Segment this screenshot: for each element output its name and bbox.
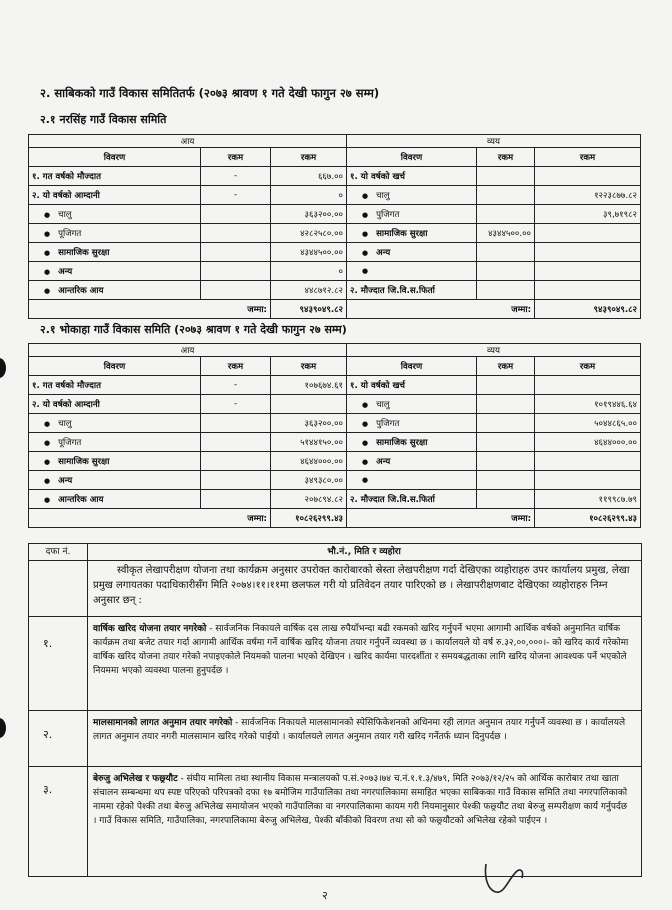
table-cell — [347, 414, 477, 433]
cell-text: ३६३२००.०० — [304, 210, 344, 220]
table-cell — [271, 262, 347, 281]
item-no: ३. — [43, 783, 53, 796]
table-cell — [347, 281, 477, 300]
cell-text: १. यो वर्षको खर्च — [350, 381, 405, 391]
cell-text: ● अन्य — [350, 248, 390, 258]
col-amount: रकम — [477, 357, 535, 376]
cell-text: १०१९४४६.६४ — [594, 400, 638, 410]
cell-text: - — [233, 190, 238, 200]
table-cell — [29, 395, 201, 414]
finding-body: - संघीय मामिला तथा स्थानीय विकास मन्त्रालयको प.सं.२०७३।७४ च.नं.१.१.३/४७९, मिति २०७३/१२/२५ को आर्थिक कारोबार तथा खाता संचालन सम्बन्धमा थप स्पष्ट परिएको परिपत्रको दफा १७ बमोजिम गाउँपालिका तथा नगरपालिकामा समाहित भएका साबिकका गाउँ विकास समिति तथा नगरपालिकाको नाममा रहेको पेश्की तथा बेरुजु अभिलेख समायोजन भएको गाउँपालिका वा नगरपालिकामा कायम गरी नियमानुसार पेश्की फछ्र्यौट तथा बेरुजु सम्परीक्षण कार्य गर्नुपर्दछ । गाउँ विकास समिति, गाउँपालिका, नगरपालिकामा बेरुजु अभिलेख, पेश्की बाँकीको विवरण तथा सो को फछ्र्यौटको अभिलेख रहेको पाईएन । — [93, 774, 628, 826]
table-cell — [271, 205, 347, 224]
table-cell — [29, 205, 201, 224]
total-income: १०८२६२९९.४३ — [271, 509, 347, 528]
table-cell — [271, 490, 347, 509]
table-row — [29, 167, 641, 186]
cell-text: ४३४४५००.०० — [300, 248, 344, 258]
table-cell — [347, 452, 477, 471]
page-number: २ — [322, 889, 328, 902]
table-cell — [201, 281, 271, 300]
income-head: आय — [29, 344, 347, 357]
table-cell — [271, 243, 347, 262]
table-cell — [271, 167, 347, 186]
cell-text: २०७८९४.८२ — [304, 495, 344, 505]
cell-text: ● अन्य — [32, 476, 72, 486]
table-row — [29, 414, 641, 433]
finding-body: - सार्वजनिक निकायले वार्षिक दस लाख रुपैयाँभन्दा बढी रकमको खरिद गर्नुपर्ने भएमा आगामी आर्थिक वर्षको अनुमानित वार्षिक कार्यक्रम तथा बजेट तयार गर्दा आगामी आर्थिक वर्षमा गर्ने वार्षिक खरिद योजना तयार गर्नुपर्ने व्यवस्था छ । कार्यालयले यो वर्ष रु.३२,००,०००।- को खरिद कार्य गरेकोमा वार्षिक खरिद योजना तयार गरेको नपाइएकोले नियमको पालना भएको देखिएन । खरिद कार्यमा पारदर्शीता र समयबद्धताका लागि खरिद योजना आवश्यक पर्ने भएकोले नियममा भएको व्यवस्था पालना हुनुपर्दछ । — [93, 624, 629, 676]
cell-text: ४४८७१२.८२ — [304, 286, 344, 296]
table-cell — [271, 452, 347, 471]
table-cell — [477, 167, 535, 186]
table-cell — [29, 433, 201, 452]
table-cell — [29, 452, 201, 471]
cell-text: ● सामाजिक सुरक्षा — [350, 438, 427, 448]
cell-text: ● पुजिगत — [350, 210, 399, 220]
item-no: २. — [43, 728, 53, 741]
signature-mark — [478, 858, 528, 898]
table-cell — [535, 414, 641, 433]
item-no: १. — [43, 637, 53, 650]
cell-text: ● आन्तरिक आय — [32, 286, 104, 296]
table-row — [29, 243, 641, 262]
table-row — [29, 376, 641, 395]
table-cell — [271, 414, 347, 433]
finding-title: बेरुजु अभिलेख र फछ्र्यौट — [93, 774, 178, 784]
col-desc: विवरण — [29, 148, 201, 167]
col-amount: रकम — [535, 148, 641, 167]
col-desc: विवरण — [347, 148, 477, 167]
cell-text: ३६३२००.०० — [304, 419, 344, 429]
cell-text: १. यो वर्षको खर्च — [350, 172, 405, 182]
col-desc: विवरण — [347, 357, 477, 376]
table-cell — [29, 224, 201, 243]
total-label: जम्मा: — [347, 509, 535, 528]
table-cell — [29, 167, 201, 186]
table-cell — [477, 205, 535, 224]
table-cell — [271, 395, 347, 414]
table-cell — [477, 433, 535, 452]
table-cell — [29, 186, 201, 205]
finding-item — [93, 622, 633, 678]
table-cell — [347, 243, 477, 262]
table-row — [29, 490, 641, 509]
table-cell — [201, 414, 271, 433]
table-cell — [477, 224, 535, 243]
table-cell — [29, 376, 201, 395]
punch-hole — [0, 718, 6, 738]
table-cell — [535, 205, 641, 224]
col-desc: विवरण — [29, 357, 201, 376]
table-row — [29, 452, 641, 471]
table-cell — [347, 471, 477, 490]
bhokaha-vdc-table — [28, 343, 641, 528]
table-cell — [477, 262, 535, 281]
col-amount: रकम — [477, 148, 535, 167]
cell-text: ४६४४०००.०० — [300, 457, 344, 467]
table-cell — [535, 262, 641, 281]
table-cell — [271, 376, 347, 395]
cell-text: ● पूजिगत — [32, 438, 81, 448]
finding-body: - सार्वजनिक निकायले मालसामानको स्पेसिफिकेशनको अधिनमा रही लागत अनुमान तयार गर्नुपर्ने व्यवस्था छ । कार्यालयले लागत अनुमान तयार नगरी मालसामान खरिद गरेको पाईयो । कार्यालयले लागत अनुमान तयार गरी खरिद गर्नेतर्फ ध्यान दिनुपर्दछ । — [93, 718, 626, 742]
table-cell — [201, 224, 271, 243]
table-cell — [477, 395, 535, 414]
table-cell — [477, 471, 535, 490]
cell-text: ६६७.०० — [317, 172, 344, 182]
total-label: जम्मा: — [29, 509, 271, 528]
cell-text: २. मौज्दात जि.वि.स.फिर्ता — [350, 286, 435, 296]
table-row — [29, 281, 641, 300]
table-cell — [271, 281, 347, 300]
cell-text: ● पूजिगत — [32, 229, 81, 239]
table-cell — [29, 243, 201, 262]
table-cell — [535, 490, 641, 509]
cell-text: ३४९३८०.०० — [304, 476, 344, 486]
cell-text: ४३४४५००.०० — [488, 229, 532, 239]
table-cell — [535, 243, 641, 262]
cell-text — [350, 266, 376, 276]
cell-text: ● चालु — [350, 191, 390, 201]
cell-text: १०७६७४.६१ — [304, 381, 344, 391]
column-divider — [87, 560, 88, 876]
findings-table — [28, 543, 642, 877]
total-expense: १०८२६२९९.४३ — [535, 509, 641, 528]
table-row — [29, 262, 641, 281]
cell-text: ● सामाजिक सुरक्षा — [32, 248, 109, 258]
table-cell — [535, 452, 641, 471]
table-cell — [201, 490, 271, 509]
total-label: जम्मा: — [347, 300, 535, 319]
table-cell — [477, 452, 535, 471]
table-cell — [201, 471, 271, 490]
cell-text: ● आन्तरिक आय — [32, 495, 104, 505]
col-amount: रकम — [271, 357, 347, 376]
cell-text: ● सामाजिक सुरक्षा — [350, 229, 427, 239]
table-cell — [477, 243, 535, 262]
table-cell — [201, 205, 271, 224]
col-amount: रकम — [535, 357, 641, 376]
cell-text: १. गत वर्षको मौज्दात — [32, 381, 101, 391]
table-cell — [347, 167, 477, 186]
table-cell — [477, 186, 535, 205]
table-cell — [271, 433, 347, 452]
cell-text: ११९९८७.७९ — [598, 495, 638, 505]
row-divider — [29, 710, 641, 711]
table-cell — [29, 414, 201, 433]
table-cell — [477, 414, 535, 433]
cell-text: २. यो वर्षको आम्दानी — [32, 191, 100, 201]
table-cell — [347, 186, 477, 205]
total-income: ९४३९०४९.८२ — [271, 300, 347, 319]
cell-text: ४२८२५८०.०० — [300, 229, 344, 239]
table-cell — [535, 281, 641, 300]
cell-text: ● पुजिगत — [350, 419, 399, 429]
col-amount: रकम — [201, 148, 271, 167]
table-row — [29, 433, 641, 452]
cell-text: ४६४४०००.०० — [594, 438, 638, 448]
table-cell — [347, 262, 477, 281]
table1-title: २.१ नरसिंह गाउँ विकास समिति — [40, 113, 167, 126]
finding-item — [93, 772, 633, 828]
narsingh-vdc-table — [28, 134, 641, 319]
table-cell — [201, 376, 271, 395]
cell-text: ३९,७१९८२ — [603, 210, 638, 220]
findings-intro: स्वीकृत लेखापरीक्षण योजना तथा कार्यक्रम अनुसार उपरोक्त कारोबारको स्रेस्ता लेखपरीक्षण गर्दा देखिएका व्यहोराहरु उपर कार्यालय प्रमुख, लेखा प्रमुख लगायतका पदाधिकारीसँग मिति २०७४।११।११मा छलफल गरी यो प्रतिवेदन तयार पारिएको छ । लेखापरीक्षणबाट देखिएका व्यहोराहरु निम्न अनुसार छन् : — [93, 565, 630, 606]
table-cell — [477, 490, 535, 509]
total-expense: ९४३९०४९.८२ — [535, 300, 641, 319]
cell-text: - — [233, 171, 238, 181]
table-cell — [535, 433, 641, 452]
income-head: आय — [29, 135, 347, 148]
cell-text: ० — [338, 267, 344, 277]
table-cell — [29, 490, 201, 509]
table-cell — [535, 224, 641, 243]
cell-text: १. गत वर्षको मौज्दात — [32, 172, 101, 182]
table-cell — [201, 433, 271, 452]
table-cell — [347, 205, 477, 224]
findings-header — [29, 544, 641, 561]
cell-text: २. यो वर्षको आम्दानी — [32, 400, 100, 410]
table-cell — [271, 186, 347, 205]
cell-text: १२२३८७७.८२ — [594, 191, 638, 201]
finding-title: मालसामानको लागत अनुमान तयार नगरेको — [93, 718, 233, 728]
table-cell — [535, 471, 641, 490]
table-cell — [477, 281, 535, 300]
table-cell — [29, 281, 201, 300]
total-label: जम्मा: — [29, 300, 271, 319]
col-amount: रकम — [201, 357, 271, 376]
table-cell — [201, 452, 271, 471]
expense-head: व्यय — [347, 344, 641, 357]
table-row — [29, 471, 641, 490]
table-cell — [347, 490, 477, 509]
table-cell — [29, 262, 201, 281]
finding-item — [93, 716, 633, 744]
punch-hole — [0, 358, 6, 378]
table-cell — [477, 376, 535, 395]
cell-text: ● अन्य — [32, 267, 72, 277]
section-title: २. साबिकको गाउँ विकास समितितर्फ (२०७३ श्रावण १ गते देखी फागुन २७ सम्म) — [40, 86, 380, 100]
cell-text: ५०४४८६५.०० — [594, 419, 638, 429]
cell-text: - — [233, 380, 238, 390]
table-cell — [201, 395, 271, 414]
table2-title: २.१ भोकाहा गाउँ विकास समिति (२०७३ श्रावण १ गते देखी फागुन २७ सम्म) — [40, 323, 347, 336]
cell-text: ● सामाजिक सुरक्षा — [32, 457, 109, 467]
table-cell — [271, 471, 347, 490]
cell-text: ● चालु — [32, 419, 72, 429]
table-cell — [535, 186, 641, 205]
table-cell — [201, 243, 271, 262]
table-cell — [29, 471, 201, 490]
row-divider — [29, 766, 641, 767]
row-divider — [29, 616, 641, 617]
cell-text: २. मौज्दात जि.वि.स.फिर्ता — [350, 495, 435, 505]
finding-title: वार्षिक खरिद योजना तयार नगरेको — [93, 624, 207, 634]
table-cell — [201, 186, 271, 205]
cell-text: ● अन्य — [350, 457, 390, 467]
cell-text: - — [233, 399, 238, 409]
table-cell — [201, 262, 271, 281]
table-cell — [201, 167, 271, 186]
table-cell — [535, 395, 641, 414]
table-cell — [347, 376, 477, 395]
table-cell — [271, 224, 347, 243]
table-cell — [347, 433, 477, 452]
cell-text: ० — [338, 191, 344, 201]
table-cell — [535, 167, 641, 186]
cell-text: ● चालु — [32, 210, 72, 220]
table-row — [29, 205, 641, 224]
table-cell — [347, 395, 477, 414]
col-amount: रकम — [271, 148, 347, 167]
cell-text: ५१४४१५०.०० — [300, 438, 344, 448]
cell-text: ● चालु — [350, 400, 390, 410]
col-no: दफा नं. — [29, 544, 88, 560]
expense-head: व्यय — [347, 135, 641, 148]
table-row — [29, 186, 641, 205]
table-cell — [535, 376, 641, 395]
table-row — [29, 395, 641, 414]
cell-text — [350, 475, 376, 485]
col-title: भौ.नं., मिति र व्यहोरा — [327, 547, 401, 557]
table-row — [29, 224, 641, 243]
table-cell — [347, 224, 477, 243]
